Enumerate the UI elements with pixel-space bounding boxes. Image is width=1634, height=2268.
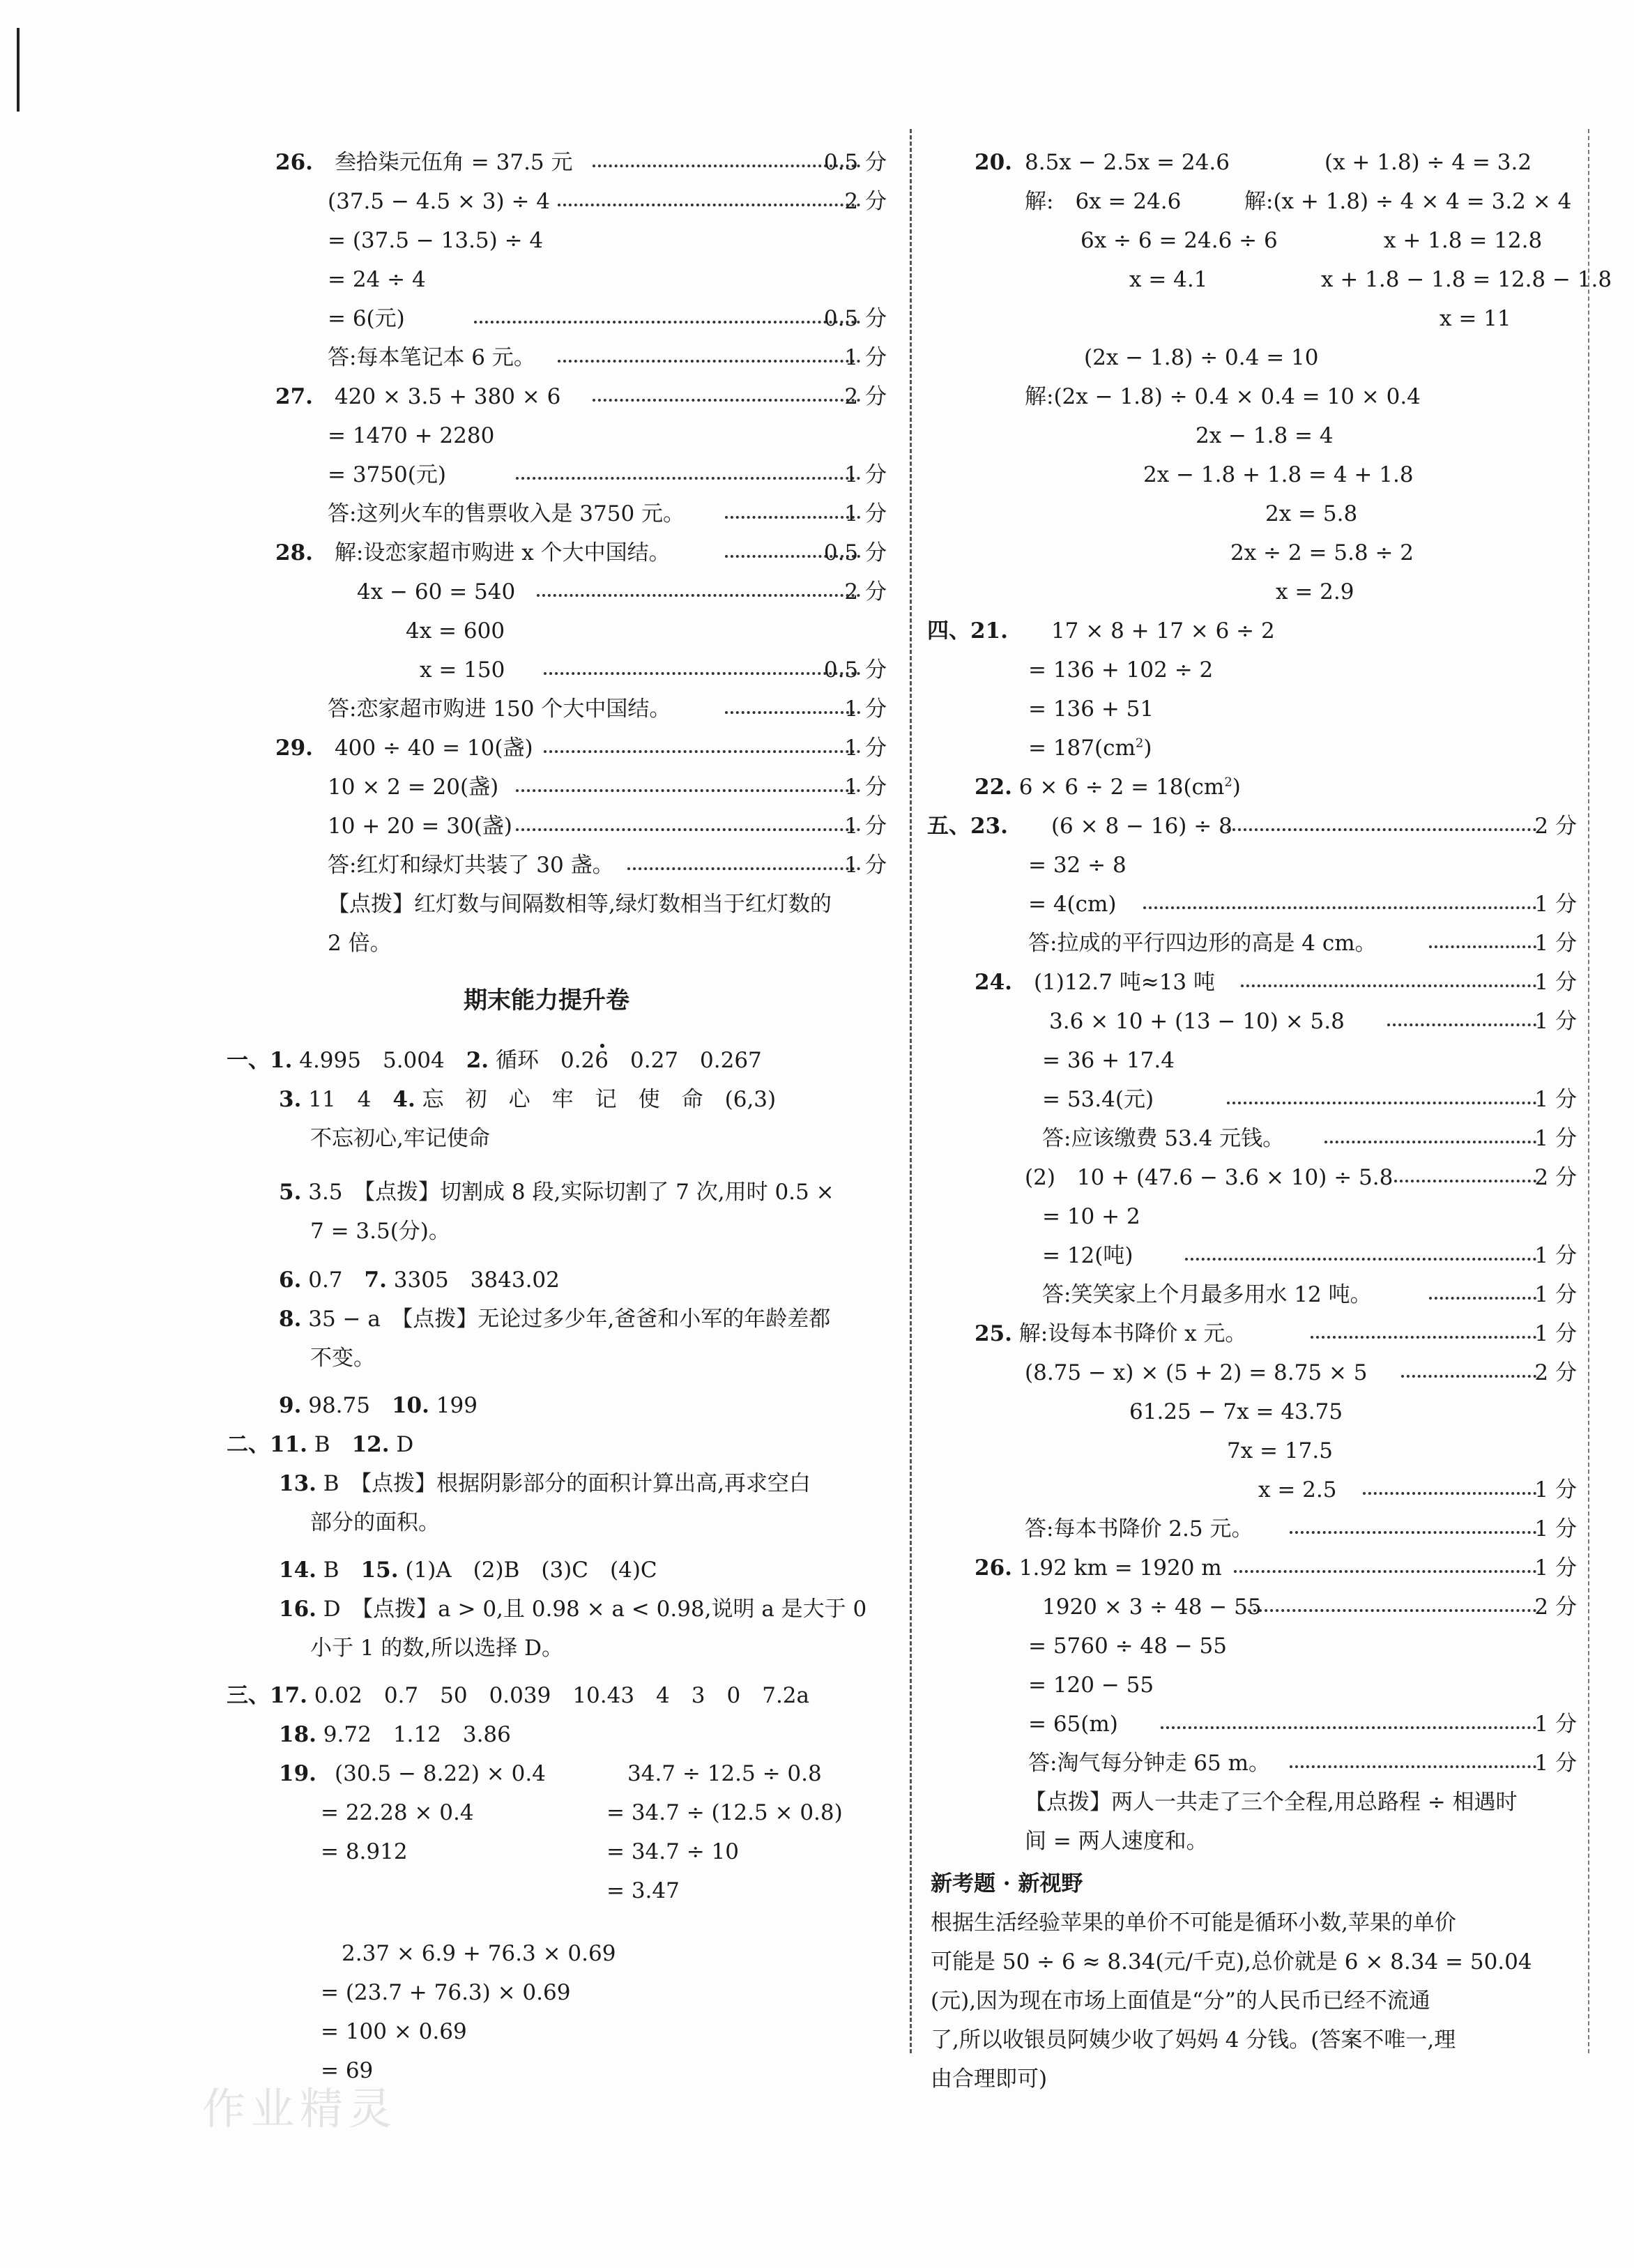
score: 1 分 xyxy=(1534,931,1577,956)
q27-line1: 27. 420 × 3.5 + 380 × 6 xyxy=(275,384,561,409)
q27-answer: 答:这列火车的售票收入是 3750 元。 xyxy=(328,501,685,526)
q25-line4: 7x = 17.5 xyxy=(1227,1438,1333,1463)
q25-line3: 61.25 − 7x = 43.75 xyxy=(1129,1399,1343,1424)
score: 2 分 xyxy=(1534,1165,1577,1190)
leader-dots xyxy=(1241,984,1536,987)
q20-b1: (x + 1.8) ÷ 4 = 3.2 xyxy=(1324,150,1532,175)
q20-c5: 2x = 5.8 xyxy=(1265,501,1358,526)
leader-dots xyxy=(593,165,860,167)
leader-dots xyxy=(516,477,860,480)
p19-a3: = 8.912 xyxy=(321,1839,408,1864)
q26-line4: = 24 ÷ 4 xyxy=(328,267,426,292)
leader-dots xyxy=(1429,1297,1536,1300)
new-line5: 由合理即可) xyxy=(931,2067,1048,2092)
score: 1 分 xyxy=(844,853,887,878)
new-line4: 了,所以收银员阿姨少收了妈妈 4 分钱。(答案不唯一,理 xyxy=(931,2027,1456,2053)
leader-dots xyxy=(725,516,860,519)
score: 2 分 xyxy=(844,189,887,214)
q23-line1: 五、23. (6 × 8 − 16) ÷ 8 xyxy=(927,814,1232,839)
leader-dots xyxy=(1324,1141,1536,1143)
score: 1 分 xyxy=(1534,1477,1577,1502)
q21-line1: 四、21. 17 × 8 + 17 × 6 ÷ 2 xyxy=(927,618,1275,644)
q20-b4: x + 1.8 − 1.8 = 12.8 − 1.8 xyxy=(1321,267,1612,292)
leader-dots xyxy=(1290,1765,1536,1768)
leader-dots xyxy=(558,204,860,206)
page-edge-mark xyxy=(17,28,20,112)
p8-line: 8. 35 − a 【点拨】无论过多少年,爸爸和小军的年龄差都 xyxy=(279,1307,831,1332)
q23-line2: = 32 ÷ 8 xyxy=(1028,853,1127,878)
score: 1 分 xyxy=(844,501,887,526)
q20-a3: 6x ÷ 6 = 24.6 ÷ 6 xyxy=(1081,228,1278,253)
q24-line1: 24. (1)12.7 吨≈13 吨 xyxy=(975,970,1216,995)
r26-line3: = 5760 ÷ 48 − 55 xyxy=(1028,1634,1227,1659)
q27-line2: = 1470 + 2280 xyxy=(328,423,495,448)
score: 2 分 xyxy=(844,384,887,409)
q26-line2: (37.5 − 4.5 × 3) ÷ 4 xyxy=(328,189,551,214)
q26-line3: = (37.5 − 13.5) ÷ 4 xyxy=(328,228,544,253)
leader-dots xyxy=(558,360,860,363)
p16-line2: 小于 1 的数,所以选择 D。 xyxy=(310,1636,563,1661)
score: 1 分 xyxy=(1534,1516,1577,1542)
q24-line3: = 36 + 17.4 xyxy=(1042,1048,1175,1073)
r26-line2: 1920 × 3 ÷ 48 − 55 xyxy=(1042,1595,1262,1620)
score: 1 分 xyxy=(1534,1243,1577,1268)
r26-line5: = 65(m) xyxy=(1028,1712,1118,1737)
p19-num: 19. xyxy=(279,1761,316,1786)
leader-dots xyxy=(1394,1180,1536,1182)
p17-line: 三、17. 0.02 0.7 50 0.039 10.43 4 3 0 7.2a xyxy=(227,1683,810,1708)
score: 1 分 xyxy=(844,814,887,839)
q20-a2: 解: 6x = 24.6 xyxy=(1025,189,1182,214)
r26-tip2: 间 = 两人速度和。 xyxy=(1025,1829,1208,1854)
q20-c1: (2x − 1.8) ÷ 0.4 = 10 xyxy=(1084,345,1319,370)
q24-answer1: 答:应该缴费 53.4 元钱。 xyxy=(1042,1126,1285,1151)
r26-tip1: 【点拨】两人一共走了三个全程,用总路程 ÷ 相遇时 xyxy=(1025,1790,1518,1815)
p19-a1: (30.5 − 8.22) × 0.4 xyxy=(335,1761,546,1786)
p5-line2: 7 = 3.5(分)。 xyxy=(310,1219,450,1244)
score: 1 分 xyxy=(1534,1555,1577,1581)
p14-line: 14. B 15. (1)A (2)B (3)C (4)C xyxy=(279,1558,657,1583)
right-margin-line xyxy=(1588,129,1589,2053)
r26-line1: 26. 1.92 km = 1920 m xyxy=(975,1555,1222,1581)
p11-line: 二、11. B 12. D xyxy=(227,1432,414,1457)
watermark: 作业精灵 xyxy=(202,2083,398,2134)
q29-answer: 答:红灯和绿灯共装了 30 盏。 xyxy=(328,853,614,878)
q24-line2: 3.6 × 10 + (13 − 10) × 5.8 xyxy=(1049,1009,1345,1034)
q24-line6: (2) 10 + (47.6 − 3.6 × 10) ÷ 5.8 xyxy=(1025,1165,1394,1190)
score: 1 分 xyxy=(1534,1087,1577,1112)
q28-line3: 4x = 600 xyxy=(406,618,505,644)
section-title: 期末能力提升卷 xyxy=(464,987,629,1014)
q26-answer: 答:每本笔记本 6 元。 xyxy=(328,345,535,370)
p19-c2: = (23.7 + 76.3) × 0.69 xyxy=(321,1980,571,2005)
q26-line5: = 6(元) xyxy=(328,306,405,331)
q20-c6: 2x ÷ 2 = 5.8 ÷ 2 xyxy=(1230,540,1414,565)
score: 0.5 分 xyxy=(823,150,887,175)
p19-b1: 34.7 ÷ 12.5 ÷ 0.8 xyxy=(627,1761,822,1786)
p19-c3: = 100 × 0.69 xyxy=(321,2019,467,2044)
score: 1 分 xyxy=(1534,1321,1577,1346)
leader-dots xyxy=(593,399,860,402)
score: 1 分 xyxy=(1534,1751,1577,1776)
leader-dots xyxy=(474,321,860,324)
new-line3: (元),因为现在市场上面值是“分”的人民币已经不流通 xyxy=(931,1988,1430,2014)
repeating-digit: 6 xyxy=(595,1048,609,1073)
score: 1 分 xyxy=(844,345,887,370)
score: 2 分 xyxy=(1534,814,1577,839)
q20-b2: 解:(x + 1.8) ÷ 4 × 4 = 3.2 × 4 xyxy=(1244,189,1572,214)
p13-line: 13. B 【点拨】根据阴影部分的面积计算出高,再求空白 xyxy=(279,1471,811,1496)
leader-dots xyxy=(725,711,860,714)
q24-line8: = 12(吨) xyxy=(1042,1243,1133,1268)
q28-answer: 答:恋家超市购进 150 个大中国结。 xyxy=(328,697,671,722)
score: 1 分 xyxy=(1534,1126,1577,1151)
leader-dots xyxy=(544,672,860,675)
p6-line: 6. 0.7 7. 3305 3843.02 xyxy=(279,1268,560,1293)
score: 2 分 xyxy=(1534,1360,1577,1385)
q20-num: 20. xyxy=(975,150,1012,175)
p9-line: 9. 98.75 10. 199 xyxy=(279,1393,478,1418)
score: 2 分 xyxy=(844,579,887,604)
score: 1 分 xyxy=(844,462,887,487)
p19-b4: = 3.47 xyxy=(606,1878,680,1903)
score: 1 分 xyxy=(844,697,887,722)
leader-dots xyxy=(1401,1375,1536,1378)
q20-b5: x = 11 xyxy=(1440,306,1511,331)
q20-a4: x = 4.1 xyxy=(1129,267,1208,292)
p13-line2: 部分的面积。 xyxy=(310,1510,440,1535)
score: 1 分 xyxy=(1534,1282,1577,1307)
q20-a1: 8.5x − 2.5x = 24.6 xyxy=(1025,150,1230,175)
q28-line2: 4x − 60 = 540 xyxy=(357,579,516,604)
p19-c1: 2.37 × 6.9 + 76.3 × 0.69 xyxy=(342,1941,616,1966)
p19-c4: = 69 xyxy=(321,2058,374,2083)
leader-dots xyxy=(1429,945,1536,948)
leader-dots xyxy=(627,867,860,870)
q24-answer2: 答:笑笑家上个月最多用水 12 吨。 xyxy=(1042,1282,1372,1307)
leader-dots xyxy=(516,789,860,792)
q25-line5: x = 2.5 xyxy=(1258,1477,1337,1502)
p8-line2: 不变。 xyxy=(310,1346,375,1371)
new-section-title: 新考题 · 新视野 xyxy=(931,1871,1083,1896)
leader-dots xyxy=(1234,1570,1536,1573)
leader-dots xyxy=(1185,1258,1536,1261)
p19-b2: = 34.7 ÷ (12.5 × 0.8) xyxy=(606,1800,843,1825)
q25-line1: 25. 解:设每本书降价 x 元。 xyxy=(975,1321,1247,1346)
leader-dots xyxy=(1227,1102,1536,1104)
p19-b3: = 34.7 ÷ 10 xyxy=(606,1839,739,1864)
p19-a2: = 22.28 × 0.4 xyxy=(321,1800,474,1825)
leader-dots xyxy=(1363,1492,1536,1495)
new-line1: 根据生活经验苹果的单价不可能是循环小数,苹果的单价 xyxy=(931,1910,1456,1935)
score: 0.5 分 xyxy=(823,657,887,683)
leader-dots xyxy=(1248,1609,1536,1612)
score: 0.5 分 xyxy=(823,540,887,565)
q29-tip-line1: 【点拨】红灯数与间隔数相等,绿灯数相当于红灯数的 xyxy=(328,892,832,917)
r26-line4: = 120 − 55 xyxy=(1028,1673,1154,1698)
q29-line2: 10 × 2 = 20(盏) xyxy=(328,775,499,800)
leader-dots xyxy=(537,594,860,597)
q21-line4: = $187(cm^2)$ xyxy=(1028,736,1152,761)
q20-c4: 2x − 1.8 + 1.8 = 4 + 1.8 xyxy=(1143,462,1414,487)
leader-dots xyxy=(516,828,860,831)
q23-line3: = 4(cm) xyxy=(1028,892,1117,917)
q28-line4: x = 150 xyxy=(420,657,505,683)
q23-answer: 答:拉成的平行四边形的高是 4 cm。 xyxy=(1028,931,1377,956)
leader-dots xyxy=(1143,906,1536,909)
leader-dots xyxy=(1387,1023,1536,1026)
p16-line: 16. D 【点拨】a > 0,且 0.98 × a < 0.98,说明 a 是大于 0 xyxy=(279,1597,867,1622)
q28-line1: 28. 解:设恋家超市购进 x 个大中国结。 xyxy=(275,540,671,565)
leader-dots xyxy=(1227,828,1536,831)
p3-line2: 不忘初心,牢记使命 xyxy=(310,1126,490,1151)
leader-dots xyxy=(1311,1336,1536,1339)
q21-line3: = 136 + 51 xyxy=(1028,697,1154,722)
score: 0.5 分 xyxy=(823,306,887,331)
p3-line: 3. 11 4 4. 忘 初 心 牢 记 使 命 (6,3) xyxy=(279,1087,777,1112)
q22-line: 22. $6 \times 6 \div 2 = 18(cm^2)$ xyxy=(975,775,1241,800)
q24-line7: = 10 + 2 xyxy=(1042,1204,1140,1229)
leader-dots xyxy=(1161,1726,1536,1729)
q24-line4: = 53.4(元) xyxy=(1042,1087,1154,1112)
q20-b3: x + 1.8 = 12.8 xyxy=(1384,228,1543,253)
q26-line1: 26. 叁拾柒元伍角 = 37.5 元 xyxy=(275,150,573,175)
q29-line1: 29. 400 ÷ 40 = 10(盏) xyxy=(275,736,533,761)
score: 1 分 xyxy=(1534,1712,1577,1737)
q25-answer: 答:每本书降价 2.5 元。 xyxy=(1025,1516,1253,1542)
leader-dots xyxy=(1290,1531,1536,1534)
score: 1 分 xyxy=(1534,970,1577,995)
score: 2 分 xyxy=(1534,1595,1577,1620)
p1-line: 一、1. 4.995 5.004 2. 循环 0.26 0.27 0.267 xyxy=(227,1048,762,1073)
column-divider xyxy=(910,129,912,2053)
r26-answer: 答:淘气每分钟走 65 m。 xyxy=(1028,1751,1270,1776)
p5-line: 5. 3.5 【点拨】切割成 8 段,实际切割了 7 次,用时 0.5 × xyxy=(279,1180,834,1205)
q25-line2: (8.75 − x) × (5 + 2) = 8.75 × 5 xyxy=(1025,1360,1368,1385)
q20-c2: 解:(2x − 1.8) ÷ 0.4 × 0.4 = 10 × 0.4 xyxy=(1025,384,1421,409)
q29-tip-line2: 2 倍。 xyxy=(328,931,392,956)
score: 1 分 xyxy=(1534,1009,1577,1034)
leader-dots xyxy=(544,750,860,753)
q20-c7: x = 2.9 xyxy=(1276,579,1354,604)
score: 1 分 xyxy=(1534,892,1577,917)
q21-line2: = 136 + 102 ÷ 2 xyxy=(1028,657,1214,683)
score: 1 分 xyxy=(844,736,887,761)
q20-c3: 2x − 1.8 = 4 xyxy=(1196,423,1334,448)
score: 1 分 xyxy=(844,775,887,800)
p18-line: 18. 9.72 1.12 3.86 xyxy=(279,1722,511,1747)
new-line2: 可能是 50 ÷ 6 ≈ 8.34(元/千克),总价就是 6 × 8.34 = 50.04 xyxy=(931,1949,1532,1974)
q27-line3: = 3750(元) xyxy=(328,462,446,487)
q29-line3: 10 + 20 = 30(盏) xyxy=(328,814,512,839)
